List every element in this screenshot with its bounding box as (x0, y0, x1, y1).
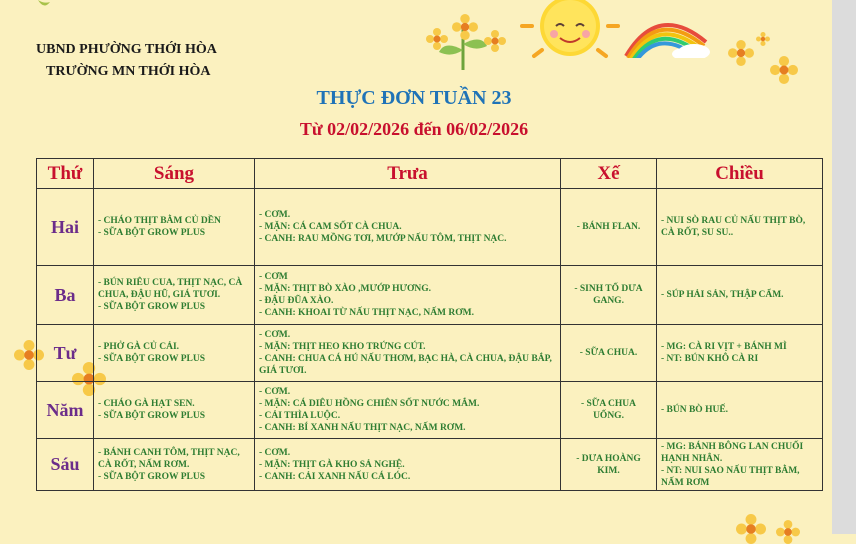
sang-cell: - BÚN RIÊU CUA, THỊT NẠC, CÀ CHUA, ĐẬU HŨ, GIÁ TƯƠI. - SỮA BỘT GROW PLUS (94, 266, 255, 325)
chieu-cell: - NUI SÒ RAU CỦ NẤU THỊT BÒ, CÀ RỐT, SU SU.. (657, 189, 823, 266)
day-cell: Tư (37, 325, 94, 382)
flower-icon (728, 40, 754, 66)
flower-icon (426, 28, 448, 50)
xe-cell: - BÁNH FLAN. (561, 189, 657, 266)
header-chieu: Chiều (657, 159, 823, 189)
day-cell: Hai (37, 189, 94, 266)
rainbow-icon (618, 8, 710, 58)
trua-cell: - CƠM. - MẶN: CÁ CAM SỐT CÀ CHUA. - CANH: RAU MỒNG TƠI, MƯỚP NẤU TÔM, THỊT NẠC. (255, 189, 561, 266)
day-cell: Năm (37, 382, 94, 439)
trua-cell: - CƠM - MẶN: THỊT BÒ XÀO ,MƯỚP HƯƠNG. - ĐẬU ĐŨA XÀO. - CANH: KHOAI TỪ NẤU THỊT NẠC, NẤM RƠM. (255, 266, 561, 325)
chieu-cell: - SÚP HẢI SẢN, THẬP CẨM. (657, 266, 823, 325)
day-cell: Ba (37, 266, 94, 325)
table-row (37, 266, 823, 325)
flower-icon (770, 56, 798, 84)
org-line-2: TRƯỜNG MN THỚI HÒA (46, 64, 211, 79)
trua-cell: - CƠM. - MẶN: THỊT GÀ KHO SẢ NGHỆ. - CANH: CẢI XANH NẤU CÁ LÓC. (255, 439, 561, 491)
flower-icon (484, 30, 506, 52)
sun-icon (520, 0, 620, 60)
sang-cell: - CHÁO GÀ HẠT SEN. - SỮA BỘT GROW PLUS (94, 382, 255, 439)
date-range: Từ 02/02/2026 đến 06/02/2026 (299, 119, 529, 139)
day-cell: Sáu (37, 439, 94, 491)
xe-cell: - SỮA CHUA UỐNG. (561, 382, 657, 439)
page-title: THỰC ĐƠN TUẦN 23 (316, 87, 512, 109)
flower-icon (776, 520, 800, 544)
sang-cell: - CHÁO THỊT BẰM CỦ DỀN - SỮA BỘT GROW PLUS (94, 189, 255, 266)
organization-header (36, 39, 217, 83)
xe-cell: - DƯA HOÀNG KIM. (561, 439, 657, 491)
xe-cell: - SINH TỐ DƯA GANG. (561, 266, 657, 325)
trua-cell: - CƠM. - MẶN: THỊT HEO KHO TRỨNG CÚT. - CANH: CHUA CÁ HÚ NẤU THƠM, BẠC HÀ, CÀ CHUA, ĐẬU BẮP, GIÁ TƯƠI. (255, 325, 561, 382)
leaf-icon (36, 0, 52, 12)
sang-cell: - BÁNH CANH TÔM, THỊT NẠC, CÀ RỐT, NẤM RƠM. - SỮA BỘT GROW PLUS (94, 439, 255, 491)
trua-cell: - CƠM. - MẶN: CÁ DIÊU HỒNG CHIÊN SỐT NƯỚC MẮM. - CẢI THÌA LUỘC. - CANH: BÍ XANH NẤU THỊT NẠC, NẤM RƠM. (255, 382, 561, 439)
chieu-cell: - MG: CÀ RI VỊT + BÁNH MÌ - NT: BÚN KHÔ CÀ RI (657, 325, 823, 382)
header-thu: Thứ (37, 159, 94, 189)
chieu-cell: - BÚN BÒ HUẾ. (657, 382, 823, 439)
menu-table (36, 158, 823, 491)
org-line-1: UBND PHƯỜNG THỚI HÒA (36, 42, 217, 57)
chieu-cell: - MG: BÁNH BÔNG LAN CHUỐI HẠNH NHÂN. - NT: NUI SAO NẤU THỊT BẰM, NẤM RƠM (657, 439, 823, 491)
xe-cell: - SỮA CHUA. (561, 325, 657, 382)
table-row (37, 439, 823, 491)
table-row (37, 325, 823, 382)
header-trua: Trưa (255, 159, 561, 189)
header-xe: Xế (561, 159, 657, 189)
flower-icon (452, 14, 478, 40)
sang-cell: - PHỞ GÀ CỦ CẢI. - SỮA BỘT GROW PLUS (94, 325, 255, 382)
table-header-row (37, 159, 823, 189)
header-sang: Sáng (94, 159, 255, 189)
flower-icon (756, 32, 770, 46)
table-row (37, 382, 823, 439)
table-row (37, 189, 823, 266)
flower-icon (736, 514, 766, 544)
scrollbar-strip[interactable] (832, 0, 856, 534)
